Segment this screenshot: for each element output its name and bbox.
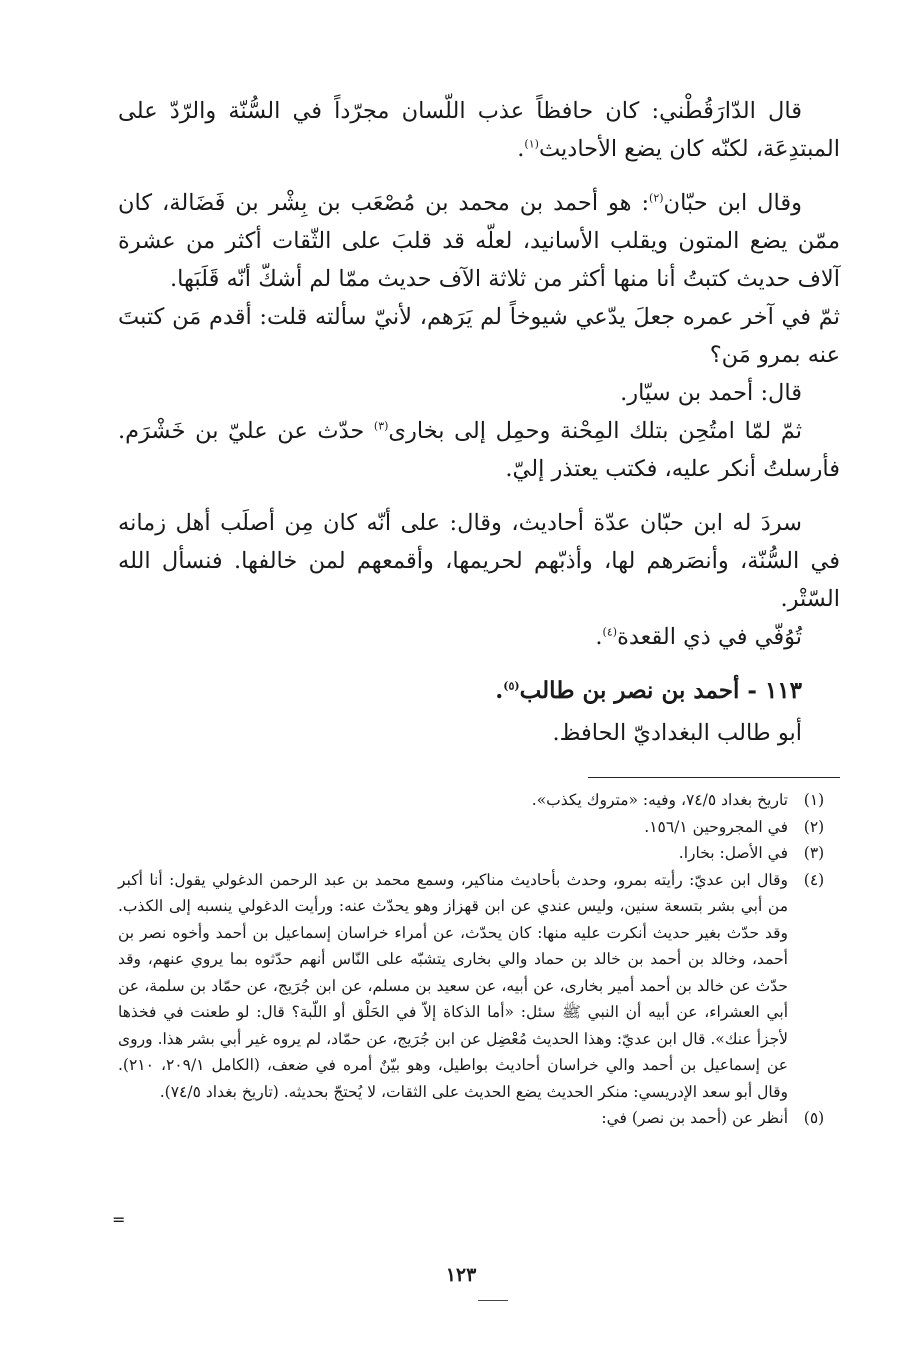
paragraph-end-of-life: ثمّ في آخر عمره جعلَ يدّعي شيوخاً لم يَرَهم، لأنيّ سألته قلت: أقدم مَن كتبتَ عنه بمرو مَن؟: [118, 304, 840, 368]
footnote-item: [118, 1105, 840, 1132]
continuation-mark: =: [112, 1210, 126, 1229]
paragraph-ibn-hibban: وقال ابن حبّان$^{(٢)}$: هو أحمد بن محمد بن مُصْعَب بن بِشْر بن فَضَالة، كان ممّن يضع المتون ويقلب الأسانيد، لعلّه قد قلبَ على الثّقات أكثر من عشرة آلاف حديث كتبتُ أنا منها أكثر من ثلاثة الآف حديث ممّا لم أشكّ أنّه قَلَبَها.: [118, 190, 840, 292]
footnote-number: (٣): [803, 844, 825, 862]
footnote-number: (١): [803, 791, 825, 809]
paragraph-summary: سردَ له ابن حبّان عدّة أحاديث، وقال: على أنّه كان مِن أصلَب أهل زمانه في السُّنّة، وأنصَرهم لها، وأذبّهم لحريمها، وأقمعهم لمن خالفها. فنسأل الله السّتْر.: [118, 510, 840, 612]
footnotes: [118, 787, 840, 1132]
page-number: ١٢٣: [445, 1264, 477, 1286]
paragraph-death: تُوُفّي في ذي القعدة$^{(٤)}$.: [595, 624, 802, 650]
footnote-number: (٥): [803, 1109, 825, 1127]
footnote-item: [118, 787, 840, 814]
paragraph-bukhara: ثمّ لمّا امتُحِن بتلك المِحْنة وحمِل إلى بخارى$^{(٣)}$ حدّث عن عليّ بن خَشْرَم. فأرسلتُ أنكر عليه، فكتب يعتذر إليّ.: [118, 418, 840, 482]
footnote-item: [118, 840, 840, 867]
paragraph-daraqutni: قال الدّارَقُطْني: كان حافظاً عذب اللّسان مجرّداً في السُّنّة والرّدّ على المبتدِعَة، لكنّه كان يضع الأحاديث$^{(١)}$.: [118, 98, 840, 162]
footnote-text: في الأصل: بخارا.: [678, 844, 788, 862]
footnote-text: في المجروحين ١٥٦/١.: [644, 817, 788, 836]
footnote-ref-1[interactable]: (١): [524, 137, 539, 151]
footnote-text: تاريخ بغداد ٧٤/٥، وفيه: «متروك يكذب».: [531, 791, 788, 809]
page-number-underline: [478, 1300, 508, 1301]
footnote-ref-3[interactable]: (٣): [373, 419, 389, 433]
footnote-ref-5[interactable]: (٥): [503, 679, 520, 693]
footnote-text: أنظر عن (أحمد بن نصر) في:: [601, 1109, 788, 1127]
footnote-text: وقال ابن عديّ: رأيته بمرو، وحدث بأحاديث مناكير، وسمع محمد بن عبد الرحمن الدغولي يقول: أنا أكبر من أبي بشر بتسعة سنين، وليس عندي عن ابن قهزاز وهو يحدّث عنه: ورأيت الدغولي ينسبه إلى الكذب. وقد حدّث بغير حديث أنكرت عليه منها: كان يحدّث، عن أمراء خراسان إسماعيل بن أحمد وأخوه نصر بن أحمد، وخالد بن أحمد بن خالد بن حماد والي بخارى يتشبّه على النّاس أنهم حدّثوه بما يروي عنهم، وقد حدّث عن خالد بن أحمد أمير بخارى، عن أبيه، عن سعيد بن مسلم، عن ابن جُرَيج، عن حمّاد بن سلمة، عن أبي العشراء، عن أبيه أن النبي ﷺ سئل: «أما الذكاة إلاّ في الحَلْق أو اللّبة؟ قال: لو طعنت في فخذها لأجزأ عنك». قال ابن عديّ: وهذا الحديث مُعْضِل عن ابن جُرَيج، عن حمّاد، لم يروه غير أبي بشر هذا. وروى عن إسماعيل بن أحمد والي خراسان أحاديث بواطيل، وهو بيّنٌ أمره في ضعف، (الكامل ٢٠٩/١، ٢١٠). وقال أبو سعد الإدريسي: منكر الحديث يضع الحديث على الثقات، لا يُحتجّ بحديثه. (تاريخ بغداد ٧٤/٥).: [118, 870, 788, 1101]
entry-number: ١١٣: [764, 677, 802, 704]
entry-heading: ١١٣ - أحمد بن نصر بن طالب$^{(٥)}$.: [495, 677, 802, 704]
footnote-ref-2[interactable]: (٢): [649, 191, 664, 205]
footnote-ref-4[interactable]: (٤): [602, 625, 618, 639]
footnote-item: [118, 867, 840, 1106]
footnote-number: (٢): [803, 817, 825, 836]
paragraph-kunya: أبو طالب البغداديّ الحافظ.: [552, 720, 802, 746]
footnote-number: (٤): [803, 870, 825, 889]
entry-title: أحمد بن نصر بن طالب: [519, 677, 740, 704]
footnote-item: [118, 814, 840, 841]
paragraph-answer: قال: أحمد بن سيّار.: [620, 380, 802, 406]
footnote-separator: [588, 777, 840, 778]
main-text: [118, 92, 840, 752]
